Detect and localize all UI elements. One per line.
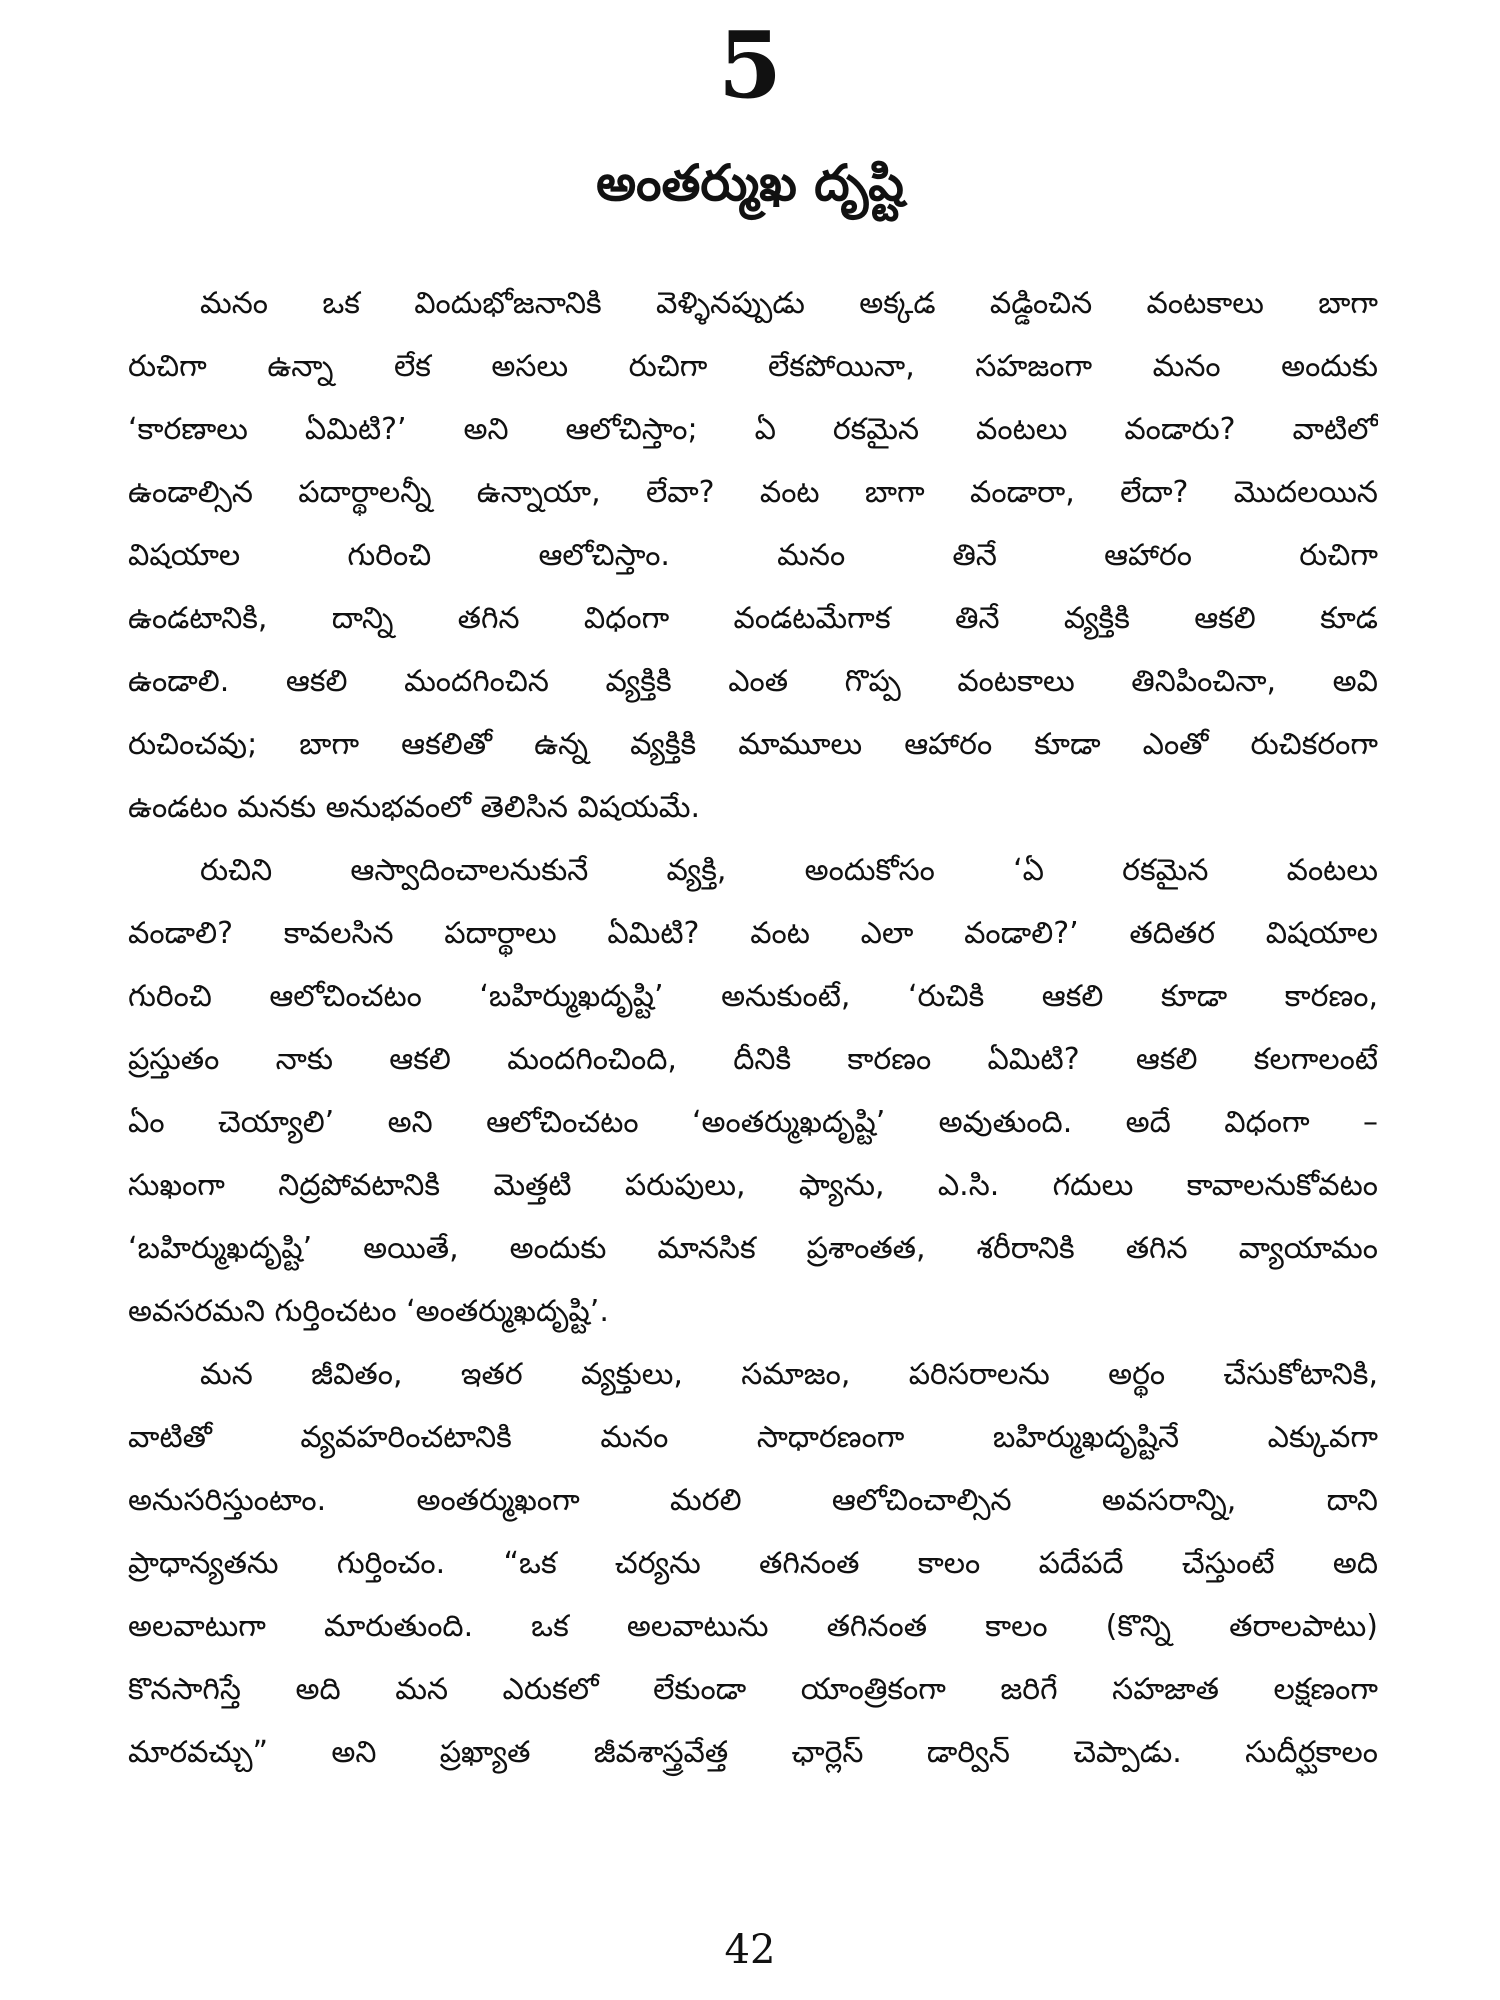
text-line: ‘కారణాలు ఏమిటి?’ అని ఆలోచిస్తాం; ఏ రకమైన వంటలు వండారు? వాటిలో: [128, 412, 1378, 447]
text-line: ‘బహిర్ముఖదృష్టి’ అయితే, అందుకు మానసిక ప్రశాంతత, శరీరానికి తగిన వ్యాయామం: [128, 1231, 1378, 1266]
text-line: ప్రాధాన్యతను గుర్తించం. “ఒక చర్యను తగినంత కాలం పదేపదే చేస్తుంటే అది: [128, 1546, 1378, 1581]
text-line: మారవచ్చు” అని ప్రఖ్యాత జీవశాస్త్రవేత్త ఛార్లెస్ డార్విన్ చెప్పాడు. సుదీర్ఘకాలం: [128, 1735, 1378, 1770]
text-line: మన జీవితం, ఇతర వ్యక్తులు, సమాజం, పరిసరాలను అర్థం చేసుకోటానికి,: [200, 1357, 1378, 1392]
text-line: కొనసాగిస్తే అది మన ఎరుకలో లేకుండా యాంత్రికంగా జరిగే సహజాత లక్షణంగా: [128, 1672, 1378, 1707]
text-line: విషయాల గురించి ఆలోచిస్తాం. మనం తినే ఆహారం రుచిగా: [128, 538, 1378, 573]
paragraph-2: [128, 839, 1378, 1343]
text-line: రుచిని ఆస్వాదించాలనుకునే వ్యక్తి, అందుకోసం ‘ఏ రకమైన వంటలు: [200, 853, 1378, 888]
text-line: అనుసరిస్తుంటాం. అంతర్ముఖంగా మరలి ఆలోచించాల్సిన అవసరాన్ని, దాని: [128, 1483, 1378, 1518]
text-line: రుచించవు; బాగా ఆకలితో ఉన్న వ్యక్తికి మామూలు ఆహారం కూడా ఎంతో రుచికరంగా: [128, 727, 1378, 762]
paragraph-1: [128, 272, 1378, 839]
text-line: ఉండాలి. ఆకలి మందగించిన వ్యక్తికి ఎంత గొప్ప వంటకాలు తినిపించినా, అవి: [128, 664, 1378, 699]
text-line: అలవాటుగా మారుతుంది. ఒక అలవాటును తగినంత కాలం (కొన్ని తరాలపాటు): [128, 1609, 1378, 1644]
text-line: వాటితో వ్యవహరించటానికి మనం సాధారణంగా బహిర్ముఖదృష్టినే ఎక్కువగా: [128, 1420, 1378, 1455]
text-line: గురించి ఆలోచించటం ‘బహిర్ముఖదృష్టి’ అనుకుంటే, ‘రుచికి ఆకలి కూడా కారణం,: [128, 979, 1378, 1014]
text-line: ప్రస్తుతం నాకు ఆకలి మందగించింది, దీనికి కారణం ఏమిటి? ఆకలి కలగాలంటే: [128, 1042, 1378, 1077]
text-line: వండాలి? కావలసిన పదార్థాలు ఏమిటి? వంట ఎలా వండాలి?’ తదితర విషయాల: [128, 916, 1378, 951]
chapter-number: 5: [717, 11, 782, 119]
page-number: 42: [724, 1927, 776, 1973]
text-line: అవసరమని గుర్తించటం ‘అంతర్ముఖదృష్టి’.: [128, 1294, 609, 1329]
text-line: ఏం చెయ్యాలి’ అని ఆలోచించటం ‘అంతర్ముఖదృష్టి’ అవుతుంది. అదే విధంగా –: [128, 1105, 1378, 1140]
body-text: [128, 272, 1378, 1784]
text-line: ఉండటం మనకు అనుభవంలో తెలిసిన విషయమే.: [128, 790, 701, 825]
text-line: మనం ఒక విందుభోజనానికి వెళ్ళినప్పుడు అక్కడ వడ్డించిన వంటకాలు బాగా: [200, 286, 1378, 321]
paragraph-3: [128, 1343, 1378, 1784]
text-line: ఉండటానికి, దాన్ని తగిన విధంగా వండటమేగాక తినే వ్యక్తికి ఆకలి కూడ: [128, 601, 1378, 636]
chapter-title: అంతర్ముఖ దృష్టి: [596, 154, 904, 212]
text-line: రుచిగా ఉన్నా లేక అసలు రుచిగా లేకపోయినా, సహజంగా మనం అందుకు: [128, 349, 1378, 384]
text-line: ఉండాల్సిన పదార్థాలన్నీ ఉన్నాయా, లేవా? వంట బాగా వండారా, లేదా? మొదలయిన: [128, 475, 1378, 510]
text-line: సుఖంగా నిద్రపోవటానికి మెత్తటి పరుపులు, ఫ్యాను, ఎ.సి. గదులు కావాలనుకోవటం: [128, 1168, 1378, 1203]
